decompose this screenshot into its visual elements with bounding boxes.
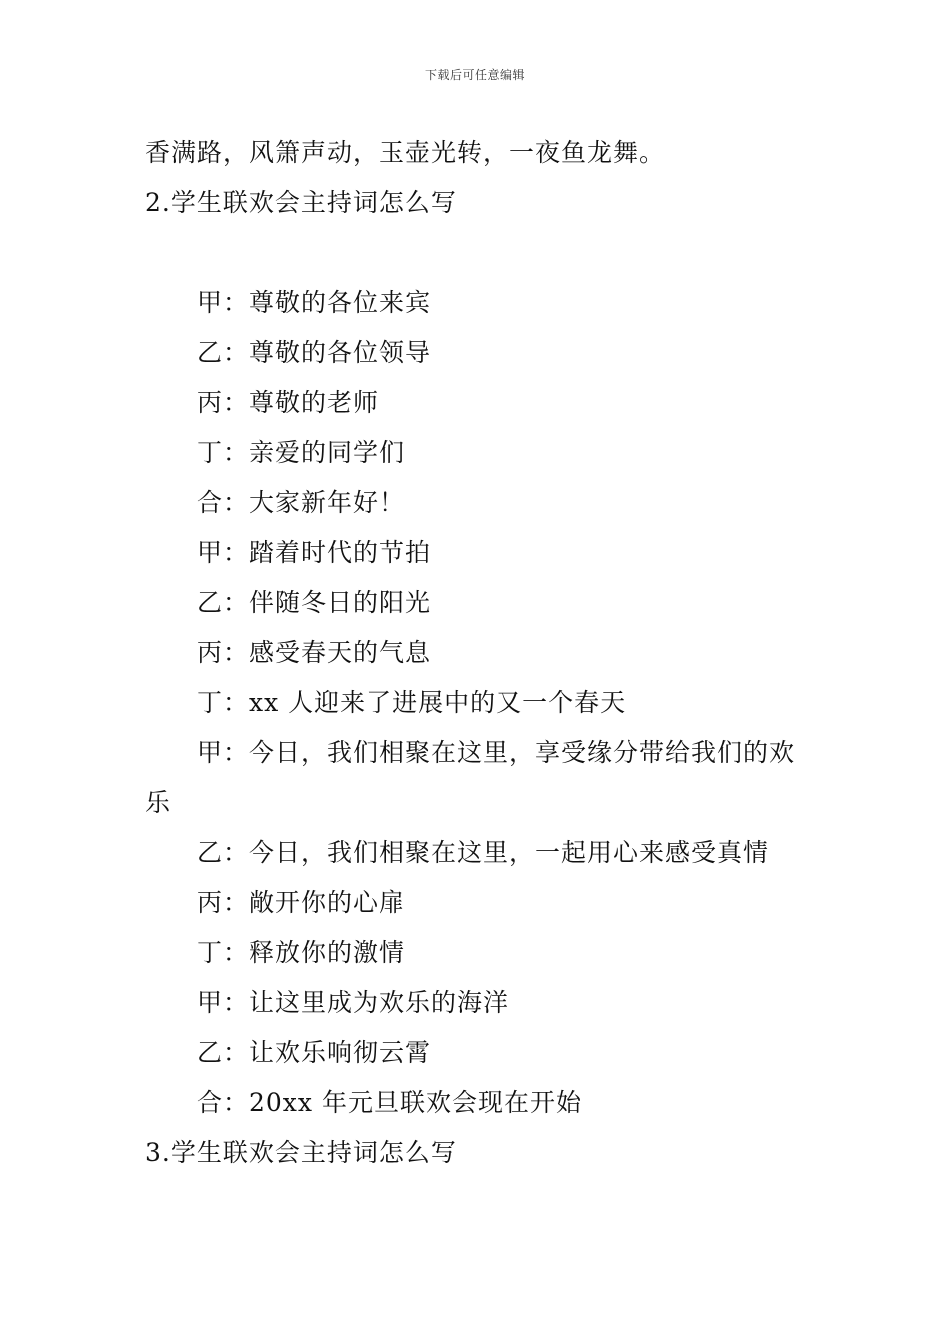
script-line: 丙：尊敬的老师 xyxy=(197,388,380,417)
script-line: 甲：让这里成为欢乐的海洋 xyxy=(197,988,510,1017)
script-line: 甲：尊敬的各位来宾 xyxy=(197,288,432,317)
script-line: 乙：让欢乐响彻云霄 xyxy=(197,1038,432,1067)
script-line: 乙：伴随冬日的阳光 xyxy=(197,588,432,617)
script-line: 甲：今日，我们相聚在这里，享受缘分带给我们的欢 xyxy=(197,738,796,767)
document-body xyxy=(145,128,815,1178)
section-heading-3: 3.学生联欢会主持词怎么写 xyxy=(145,1138,457,1167)
script-line: 乙：今日，我们相聚在这里，一起用心来感受真情 xyxy=(197,838,770,867)
script-line: 丁：亲爱的同学们 xyxy=(197,438,406,467)
script-line: 合：20xx 年元旦联欢会现在开始 xyxy=(197,1088,582,1117)
script-line: 乙：尊敬的各位领导 xyxy=(197,338,432,367)
page-header: 下载后可任意编辑 xyxy=(424,68,525,82)
script-line: 丁：xx 人迎来了进展中的又一个春天 xyxy=(197,688,627,717)
paragraph-line: 香满路，风箫声动，玉壶光转，一夜鱼龙舞。 xyxy=(145,138,666,167)
blank-line xyxy=(145,228,815,278)
script-line-continuation: 乐 xyxy=(145,788,172,817)
script-line: 合：大家新年好！ xyxy=(197,488,406,517)
section-heading-2: 2.学生联欢会主持词怎么写 xyxy=(145,188,457,217)
script-line: 甲：踏着时代的节拍 xyxy=(197,538,432,567)
script-line: 丁：释放你的激情 xyxy=(197,938,406,967)
script-line: 丙：敞开你的心扉 xyxy=(197,888,406,917)
script-line: 丙：感受春天的气息 xyxy=(197,638,432,667)
